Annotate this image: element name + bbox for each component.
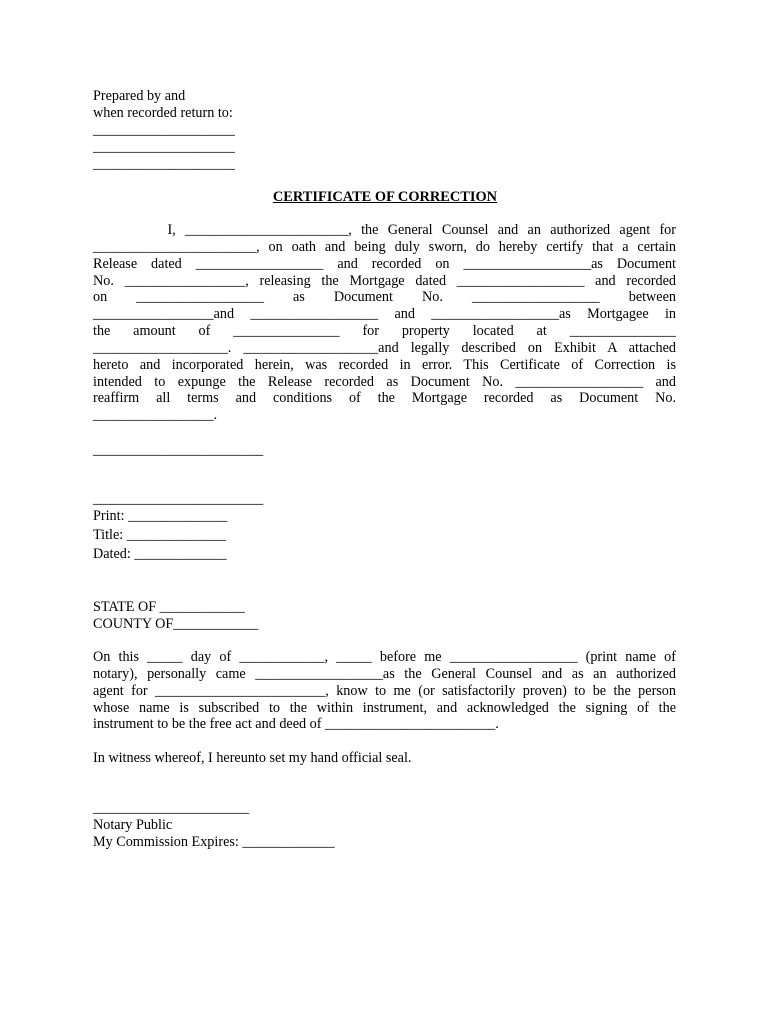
title-field: Title: ______________ — [93, 527, 227, 543]
ack-line: whose name is subscribed to the within instrument, and acknowledged the signing of the — [93, 699, 676, 716]
body-line: _______________________, on oath and being duly sworn, do hereby certify that a certain — [93, 238, 676, 255]
body-line: _________________and __________________ and __________________as Mortgagee in — [93, 306, 676, 323]
body-line: No. _________________, releasing the Mortgage dated __________________ and recorded — [93, 272, 676, 289]
notary-signature-line: ______________________ — [93, 800, 250, 816]
print-name-field: Print: ______________ — [93, 508, 228, 524]
body-line: _________________. — [93, 407, 218, 424]
acknowledgment-paragraph — [93, 649, 676, 733]
state-field: STATE OF ____________ — [93, 599, 245, 615]
dated-field: Dated: _____________ — [93, 546, 227, 562]
body-line: hereto and incorporated herein, was recorded in error. This Certificate of Correction is — [93, 356, 676, 373]
prepared-by-line1: Prepared by and — [93, 88, 186, 104]
county-field: COUNTY OF____________ — [93, 616, 259, 632]
signature-line-2: ________________________ — [93, 491, 264, 507]
body-line: ___________________. ___________________and legally described on Exhibit A attached — [93, 339, 676, 356]
body-line: the amount of _______________ for property located at _______________ — [93, 323, 676, 340]
prepared-by-block — [93, 88, 235, 173]
document-title: CERTIFICATE OF CORRECTION — [272, 189, 498, 205]
body-line: Release dated __________________ and recorded on __________________as Document — [93, 255, 676, 272]
body-line: reaffirm all terms and conditions of the Mortgage recorded as Document No. — [93, 390, 676, 407]
return-blank-2: ____________________ — [93, 139, 235, 155]
certificate-body — [93, 222, 676, 424]
body-line: I, _______________________, the General Counsel and an authorized agent for — [93, 222, 676, 238]
return-blank-3: ____________________ — [93, 156, 235, 172]
ack-line: On this _____ day of ____________, _____ before me __________________ (print name of — [93, 649, 676, 665]
commission-expires-field: My Commission Expires: _____________ — [93, 834, 335, 850]
body-line: on __________________ as Document No. __________________ between — [93, 289, 676, 306]
ack-line: instrument to be the free act and deed of ________________________. — [93, 716, 499, 733]
ack-line: notary), personally came __________________as the General Counsel and as an authorized — [93, 665, 676, 682]
signature-line-1: ________________________ — [93, 442, 264, 458]
body-line: intended to expunge the Release recorded as Document No. __________________ and — [93, 373, 676, 390]
return-blank-1: ____________________ — [93, 122, 235, 138]
prepared-by-line2: when recorded return to: — [93, 105, 233, 121]
witness-statement: In witness whereof, I hereunto set my hand official seal. — [93, 750, 412, 766]
notary-public-label: Notary Public — [93, 817, 173, 833]
ack-line: agent for ________________________, know to me (or satisfactorily proven) to be the person — [93, 682, 676, 699]
